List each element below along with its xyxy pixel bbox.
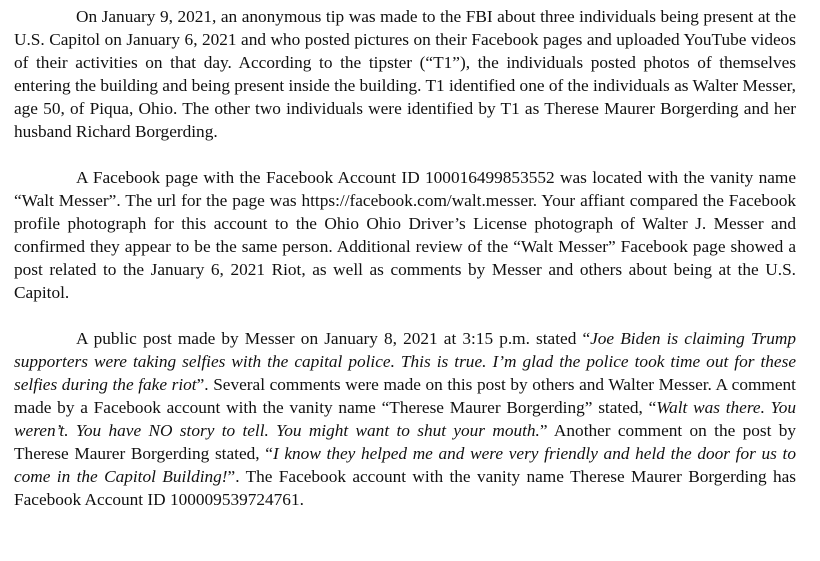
document-page <box>14 5 796 511</box>
quoted-comment-text: I know they helped me and were very friendly and held the door for us to come in the Capitol Building! <box>14 444 796 486</box>
paragraph-public-post <box>14 327 796 511</box>
paragraph-text: A public post made by Messer on January 8, 2021 at 3:15 p.m. stated “ <box>76 329 591 348</box>
paragraph-text: ” Another comment on the post by Therese Maurer Borgerding stated, “ <box>14 421 796 463</box>
paragraph-text: ”. The Facebook account with the vanity name Therese Maurer Borgerding has Facebook Account ID 100009539724761. <box>14 467 796 509</box>
paragraph-facebook-account <box>14 166 796 304</box>
paragraph-fbi-tip <box>14 5 796 143</box>
quoted-post-text: Joe Biden is claiming Trump supporters were taking selfies with the capital police. This is true. I’m glad the police took time out for these selfies during the fake riot <box>14 329 796 394</box>
paragraph-text: A Facebook page with the Facebook Account ID 100016499853552 was located with the vanity name “Walt Messer”. The url for the page was https://facebook.com/walt.messer. Your affiant compared the Facebook profile photograph for this account to the Ohio Ohio Driver’s License photograph of Walter J. Messer and confirmed they appear to be the same person. Additional review of the “Walt Messer” Facebook page showed a post related to the January 6, 2021 Riot, as well as comments by Messer and others about being at the U.S. Capitol. <box>14 168 796 302</box>
paragraph-text: On January 9, 2021, an anonymous tip was made to the FBI about three individuals being present at the U.S. Capitol on January 6, 2021 and who posted pictures on their Facebook pages and uploaded YouTube videos of their activities on that day. According to the tipster (“T1”), the individuals posted photos of themselves entering the building and being present inside the building. T1 identified one of the individuals as Walter Messer, age 50, of Piqua, Ohio. The other two individuals were identified by T1 as Therese Maurer Borgerding and her husband Richard Borgerding. <box>14 7 796 141</box>
paragraph-text: ”. Several comments were made on this post by others and Walter Messer. A comment made by a Facebook account with the vanity name “Therese Maurer Borgerding” stated, “ <box>14 375 796 417</box>
quoted-comment-text: Walt was there. You weren’t. You have NO story to tell. You might want to shut your mouth. <box>14 398 796 440</box>
